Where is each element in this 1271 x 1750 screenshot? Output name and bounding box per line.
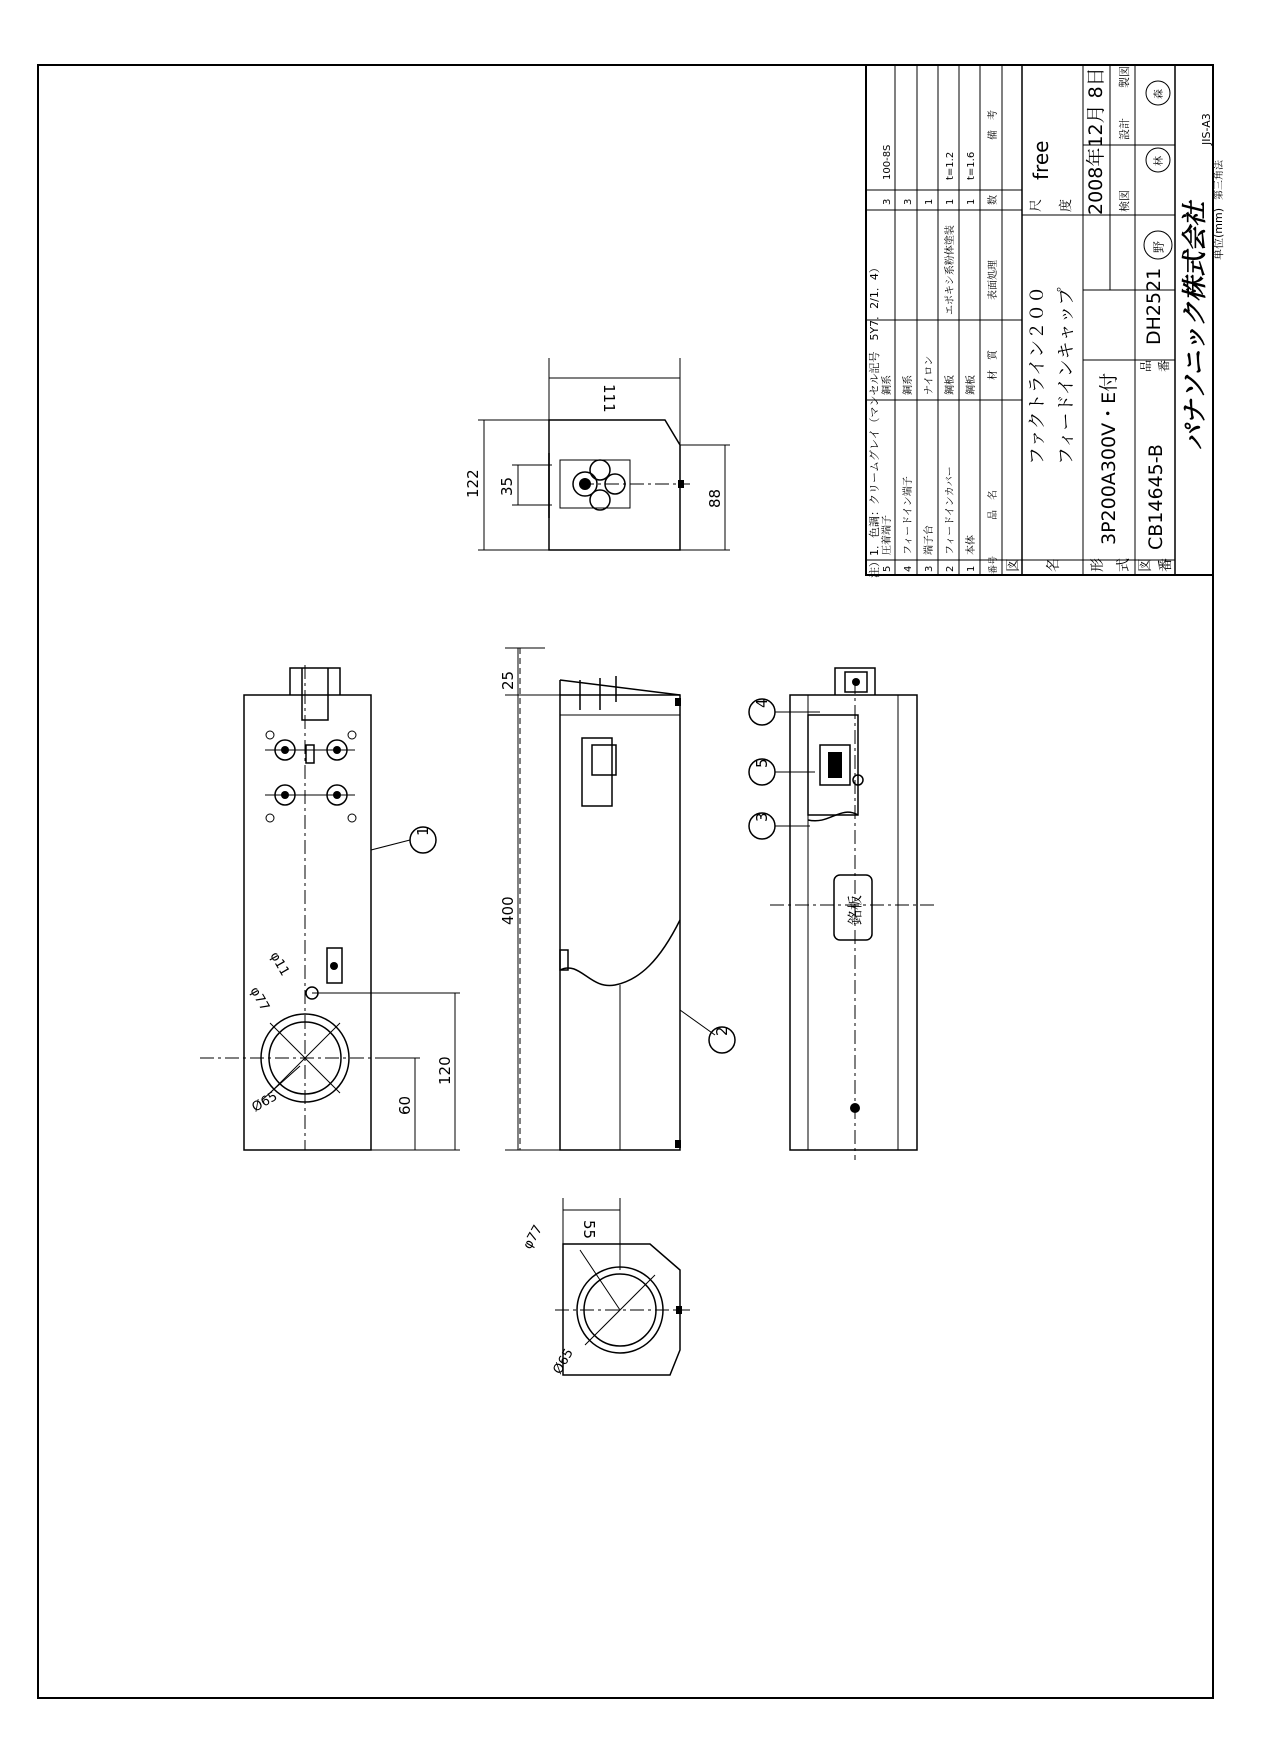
itemno-label-2: 番 — [1157, 359, 1171, 372]
part-remarks: 100-8S — [882, 144, 893, 180]
dim-88: 88 — [706, 488, 724, 508]
dim-111: 111 — [600, 384, 618, 413]
part-remarks: t=1.2 — [945, 151, 956, 180]
design-label: 設計 — [1118, 118, 1131, 140]
title-text — [1006, 66, 1225, 572]
fig-label: 図 — [1006, 558, 1022, 572]
header-qty: 数 — [988, 195, 999, 205]
part-qty: 1 — [924, 198, 935, 205]
dim-25: 25 — [499, 670, 517, 690]
dim-400: 400 — [499, 896, 517, 925]
header-no: 番号 — [989, 555, 999, 574]
header-name: 品 名 — [988, 490, 999, 520]
paper-size: JIS-A3 — [1200, 113, 1213, 145]
part-material: ナイロン — [924, 355, 935, 395]
parts-list — [880, 110, 999, 574]
type-label-2: 式 — [1116, 558, 1132, 572]
part-qty: 1 — [945, 198, 956, 205]
part-name: フィードインカバー — [945, 466, 956, 555]
title-line-1: ファクトライン２００ — [1027, 285, 1048, 465]
part-name: フィードイン端子 — [903, 476, 914, 555]
dim-phi65b: Ø65 — [550, 1346, 577, 1377]
unit-label: 単位(mm) — [1212, 207, 1225, 260]
front-view — [499, 648, 735, 1150]
date: 2008年12月 8日 — [1085, 67, 1107, 215]
part-material: 鋼板 — [945, 375, 956, 395]
figno-label-1: 図 — [1138, 558, 1154, 572]
type-label-1: 形 — [1090, 558, 1106, 572]
part-no: 1 — [966, 565, 977, 572]
stamp-3: 森 — [1154, 89, 1165, 99]
stamp-1: 野 — [1152, 240, 1166, 253]
end-view-bottom — [520, 1198, 690, 1377]
part-remarks: t=1.6 — [966, 151, 977, 180]
callout-4: 4 — [753, 698, 771, 708]
part-name: 本体 — [966, 535, 977, 555]
header-material: 材 質 — [988, 350, 999, 380]
name-label: 名 — [1046, 558, 1062, 572]
part-qty: 3 — [903, 198, 914, 205]
scale-value: free — [1029, 140, 1053, 180]
stamp-2: 林 — [1154, 156, 1165, 166]
label-plate-text: 銘板 — [846, 894, 864, 925]
part-no: 4 — [903, 565, 914, 572]
dim-phi65: Ø65 — [249, 1089, 281, 1116]
part-material: 鋼板 — [966, 375, 977, 395]
check-label: 検図 — [1118, 190, 1131, 212]
callout-3: 3 — [753, 812, 771, 822]
part-finish: エポキシ系粉体塗装 — [945, 225, 956, 315]
part-material: 銅系 — [903, 375, 914, 395]
itemno-label-1: 品 — [1139, 359, 1153, 372]
part-no: 2 — [945, 565, 956, 572]
part-no: 5 — [882, 565, 893, 572]
top-view — [200, 665, 460, 1150]
scale-label-2: 度 — [1059, 198, 1074, 212]
part-name: 端子台 — [924, 525, 935, 555]
header-finish: 表面処理 — [988, 260, 999, 300]
callout-1: 1 — [414, 826, 432, 836]
dim-35: 35 — [498, 476, 516, 496]
part-qty: 3 — [882, 198, 893, 205]
part-material: 銅系 — [882, 375, 893, 395]
dim-120: 120 — [436, 1056, 454, 1085]
part-qty: 1 — [966, 198, 977, 205]
company-name: パナソニック株式会社 — [1180, 201, 1209, 450]
draw-label: 製図 — [1118, 66, 1131, 88]
dim-122: 122 — [464, 469, 482, 498]
dim-phi11: φ11 — [266, 949, 293, 979]
type-value: 3P200A300V・E付 — [1098, 372, 1120, 545]
item-number: DH2521 — [1143, 267, 1165, 345]
callout-2: 2 — [713, 1026, 731, 1036]
dim-phi77b: φ77 — [520, 1222, 547, 1252]
side-view — [749, 668, 935, 1160]
color-note: 注）1．色調：クリームグレイ（マンセル記号 5Y7．2/1．4） — [868, 262, 881, 578]
title-line-2: フィードインキャップ — [1056, 287, 1077, 465]
callout-5: 5 — [753, 758, 771, 768]
dim-phi77: φ77 — [246, 984, 273, 1014]
header-remarks: 備 考 — [988, 110, 999, 140]
dim-55: 55 — [580, 1220, 598, 1240]
dim-60: 60 — [396, 1095, 414, 1115]
end-view-top — [464, 358, 730, 550]
scale-label-1: 尺 — [1029, 198, 1044, 212]
figure-number: CB14645-B — [1145, 444, 1167, 550]
figno-label-2: 番 — [1158, 558, 1174, 572]
projection-label: 第三角法 — [1214, 160, 1225, 200]
part-name: 圧着端子 — [882, 515, 893, 555]
part-no: 3 — [924, 565, 935, 572]
